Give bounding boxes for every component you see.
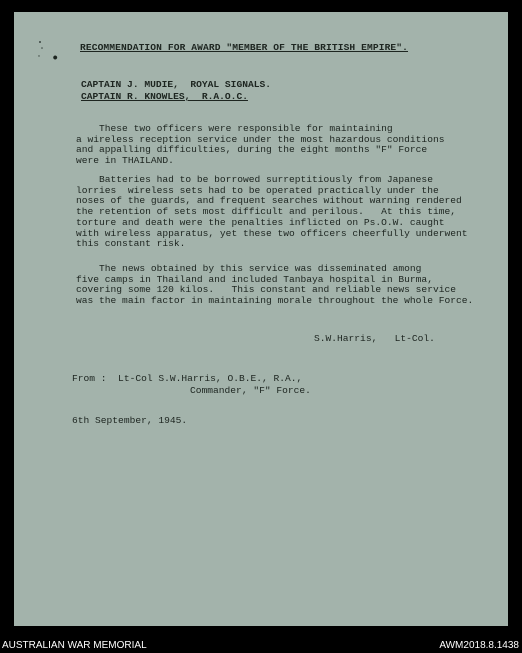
paragraph-news [76, 264, 496, 307]
text-line: The news obtained by this service was disseminated among [76, 263, 422, 274]
signature-line: S.W.Harris, Lt-Col. [314, 333, 435, 344]
text-line: this constant risk. [76, 238, 186, 250]
text-line: lorries wireless sets had to be operated practically under the [76, 184, 439, 196]
text-line: with wireless apparatus, yet these two officers cheerfully underwent [76, 227, 468, 239]
text-line: five camps in Thailand and included Tanbaya hospital in Burma, [76, 273, 433, 285]
text-line: These two officers were responsible for maintaining [76, 123, 393, 134]
footer-institution: AUSTRALIAN WAR MEMORIAL [2, 640, 147, 651]
ink-mark: • [51, 51, 60, 67]
text-line: and appalling difficulties, during the eight months "F" Force [76, 144, 428, 156]
text-line: the retention of sets most difficult and perilous. At this time, [76, 206, 456, 218]
text-line: torture and death were the penalties inflicted on Ps.O.W. caught [76, 216, 445, 228]
text-line: noses of the guards, and frequent searches without warning rendered [76, 195, 462, 207]
text-line: was the main factor in maintaining morale throughout the whole Force. [76, 295, 474, 307]
document-date: 6th September, 1945. [72, 415, 188, 426]
paragraph-risk [76, 175, 496, 250]
text-line: were in THAILAND. [76, 155, 174, 167]
text-line: Batteries had to be borrowed surreptitiously from Japanese [76, 174, 433, 185]
document-title: RECOMMENDATION FOR AWARD "MEMBER OF THE BRITISH EMPIRE". [80, 42, 409, 53]
text-line: covering some 120 kilos. This constant and reliable news service [76, 284, 456, 296]
text-line: a wireless reception service under the most hazardous conditions [76, 133, 445, 145]
officer-line: CAPTAIN J. MUDIE, ROYAL SIGNALS. [81, 79, 271, 90]
letter-body [14, 12, 508, 626]
officer-line: CAPTAIN R. KNOWLES, R.A.O.C. [81, 91, 248, 102]
from-line-title: Commander, "F" Force. [190, 385, 311, 396]
from-line: From : Lt-Col S.W.Harris, O.B.E., R.A., [72, 373, 303, 384]
document-page [14, 12, 508, 626]
footer-accession-number: AWM2018.8.1438 [439, 640, 519, 651]
paragraph-responsibility [76, 124, 496, 167]
